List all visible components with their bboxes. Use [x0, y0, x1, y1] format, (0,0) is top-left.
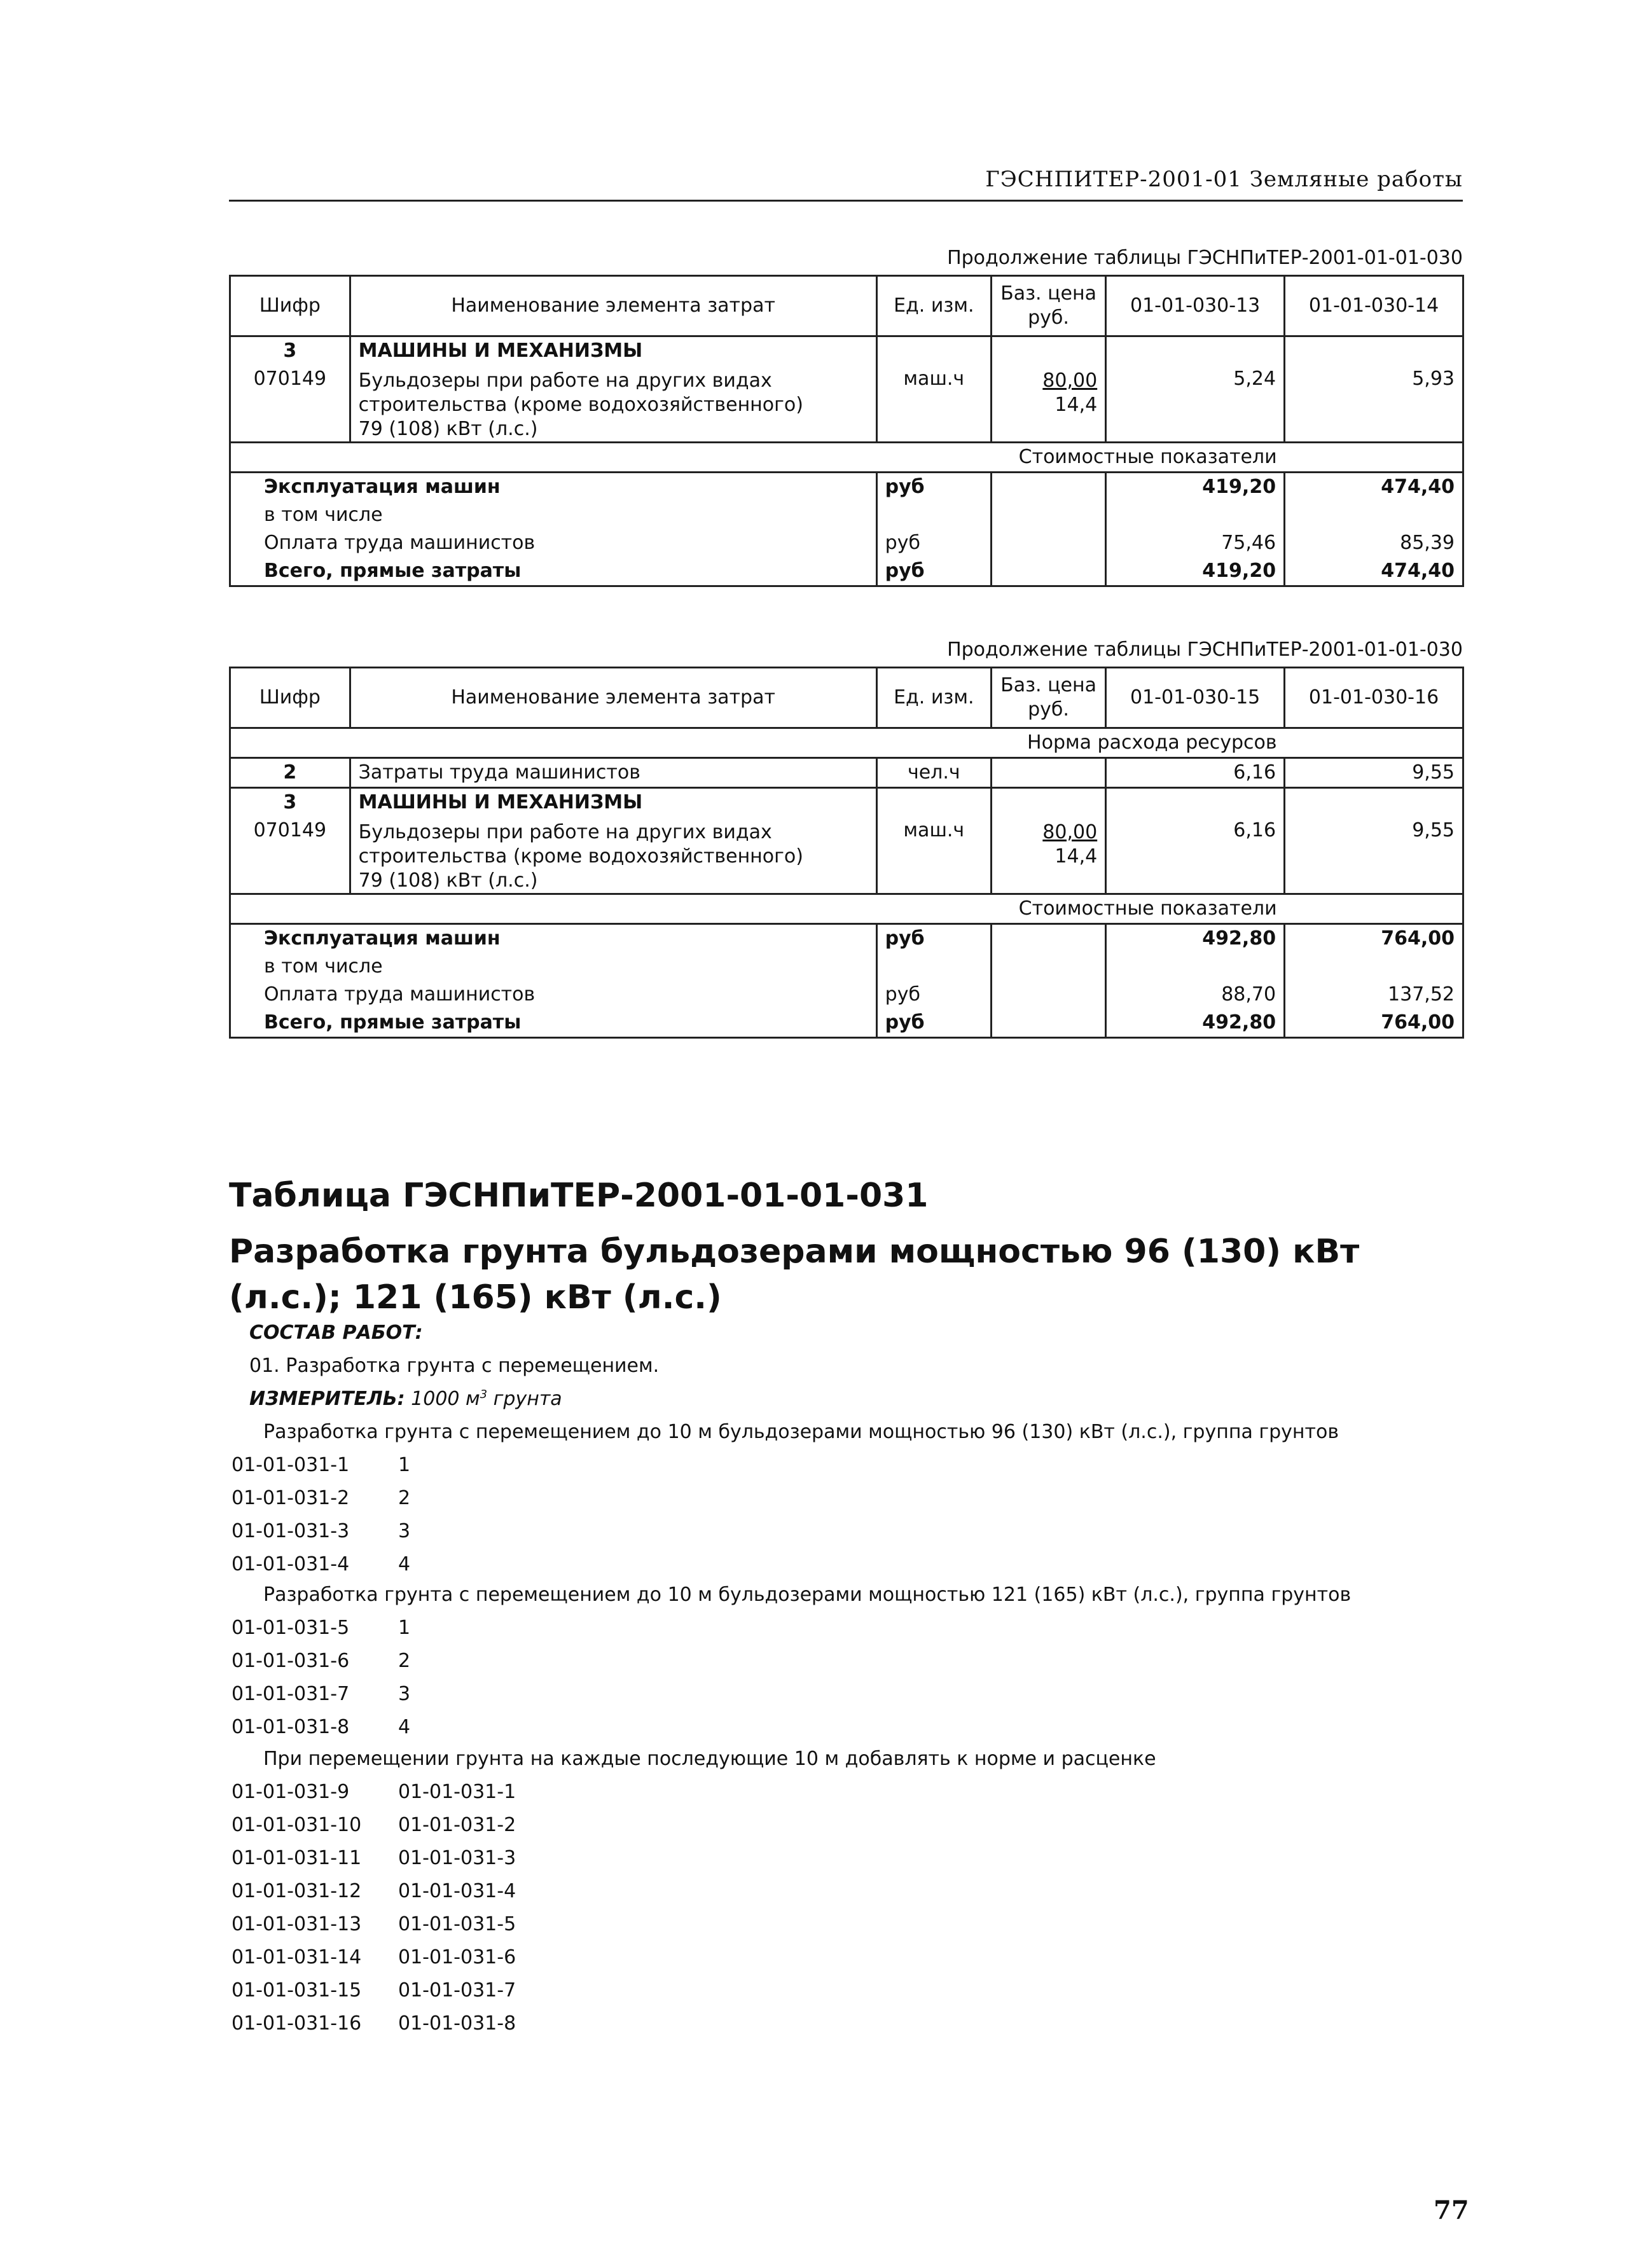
list-item-value: 3 [398, 1520, 411, 1542]
norm-header: Норма расхода ресурсов [230, 728, 1285, 758]
row-price: 80,00 14,4 [991, 817, 1105, 894]
list-item-code: 01-01-031-12 [232, 1880, 362, 1902]
meter-label: ИЗМЕРИТЕЛЬ: [249, 1388, 405, 1410]
page-number: 77 [1434, 2195, 1469, 2225]
group3-title: При перемещении грунта на каждые последующие 10 м добавлять к норме и расценке [263, 1748, 1156, 1770]
row-v1: 6,16 [1106, 817, 1285, 894]
col-unit-header: Ед. изм. [876, 668, 991, 728]
list-item-value: 3 [398, 1683, 411, 1705]
table-row [230, 817, 1463, 894]
list-item-value: 1 [398, 1617, 411, 1639]
meter-line [249, 1388, 562, 1410]
list-item-value: 01-01-031-4 [398, 1880, 516, 1902]
list-item-value: 01-01-031-2 [398, 1814, 516, 1836]
total-v1: 419,20 [1106, 557, 1285, 586]
list-item-code: 01-01-031-16 [232, 2012, 362, 2035]
pay-unit: руб [876, 529, 991, 557]
incl-label: в том числе [230, 953, 877, 981]
table-row [230, 924, 1463, 953]
list-item-code: 01-01-031-3 [232, 1520, 350, 1542]
resource-table-1 [229, 275, 1464, 587]
row-name: МАШИНЫ И МЕХАНИЗМЫ [350, 788, 876, 817]
list-item-value: 4 [398, 1553, 411, 1575]
row-v2: 9,55 [1285, 758, 1463, 788]
row-code: 070149 [230, 817, 350, 894]
group2-title: Разработка грунта с перемещением до 10 м бульдозерами мощностью 121 (165) кВт (л.с.), группа грунтов [263, 1584, 1352, 1606]
incl-label: в том числе [230, 501, 877, 529]
col-v1-header: 01-01-030-13 [1106, 276, 1285, 336]
list-item-value: 01-01-031-3 [398, 1847, 516, 1869]
pay-label: Оплата труда машинистов [230, 981, 877, 1009]
pay-v2: 85,39 [1285, 529, 1463, 557]
table1-continuation: Продолжение таблицы ГЭСНПиТЕР-2001-01-01-030 [947, 247, 1463, 269]
pay-v2: 137,52 [1285, 981, 1463, 1009]
total-label: Всего, прямые затраты [230, 1009, 877, 1038]
row-price: 80,00 14,4 [991, 365, 1105, 443]
op-unit: руб [876, 473, 991, 502]
total-v2: 764,00 [1285, 1009, 1463, 1038]
row-code: 3 [230, 788, 350, 817]
row-code: 070149 [230, 365, 350, 443]
table-row [230, 953, 1463, 981]
meter-tail: грунта [487, 1388, 562, 1410]
pay-v1: 75,46 [1106, 529, 1285, 557]
row-v2: 5,93 [1285, 365, 1463, 443]
op-v1: 492,80 [1106, 924, 1285, 953]
table-row [230, 788, 1463, 817]
table-row [230, 473, 1463, 502]
total-unit: руб [876, 1009, 991, 1038]
list-item-value: 01-01-031-1 [398, 1781, 516, 1803]
table-row [230, 557, 1463, 586]
list-item-code: 01-01-031-10 [232, 1814, 362, 1836]
list-item-code: 01-01-031-1 [232, 1454, 350, 1476]
table-header-row [230, 276, 1463, 336]
table2-continuation: Продолжение таблицы ГЭСНПиТЕР-2001-01-01-030 [947, 639, 1463, 661]
pay-unit: руб [876, 981, 991, 1009]
table-row [230, 501, 1463, 529]
row-name: Бульдозеры при работе на других видах строительства (кроме водохозяйственного) 79 (108) кВт (л.с.) [350, 817, 876, 894]
table-row [230, 758, 1463, 788]
list-item-code: 01-01-031-2 [232, 1487, 350, 1509]
col-v2-header: 01-01-030-14 [1285, 276, 1463, 336]
table-row [230, 728, 1463, 758]
cost-header: Стоимостные показатели [230, 443, 1285, 473]
table-row [230, 529, 1463, 557]
table-row [230, 981, 1463, 1009]
list-item-code: 01-01-031-14 [232, 1946, 362, 1968]
table-row [230, 365, 1463, 443]
running-header [229, 167, 1463, 202]
table-row [230, 336, 1463, 366]
op-label: Эксплуатация машин [230, 924, 877, 953]
op-unit: руб [876, 924, 991, 953]
running-header-text: ГЭСНПИТЕР-2001-01 Земляные работы [985, 167, 1463, 192]
section-subtitle: Разработка грунта бульдозерами мощностью 96 (130) кВт (л.с.); 121 (165) кВт (л.с.) [229, 1233, 1360, 1317]
list-item-code: 01-01-031-15 [232, 1979, 362, 2002]
list-item-code: 01-01-031-7 [232, 1683, 350, 1705]
list-item-value: 01-01-031-8 [398, 2012, 516, 2035]
col-v2-header: 01-01-030-16 [1285, 668, 1463, 728]
table-row [230, 1009, 1463, 1038]
op-v1: 419,20 [1106, 473, 1285, 502]
list-item-code: 01-01-031-8 [232, 1716, 350, 1738]
col-code-header: Шифр [230, 668, 350, 728]
meter-value: 1000 м [411, 1388, 480, 1410]
list-item-code: 01-01-031-5 [232, 1617, 350, 1639]
cost-header: Стоимостные показатели [230, 894, 1285, 924]
row-unit: чел.ч [876, 758, 991, 788]
list-item-code: 01-01-031-11 [232, 1847, 362, 1869]
row-name: Бульдозеры при работе на других видах строительства (кроме водохозяйственного) 79 (108) кВт (л.с.) [350, 365, 876, 443]
total-unit: руб [876, 557, 991, 586]
col-code-header: Шифр [230, 276, 350, 336]
table-header-row [230, 668, 1463, 728]
row-code: 2 [230, 758, 350, 788]
list-item-value: 01-01-031-7 [398, 1979, 516, 2002]
row-name: МАШИНЫ И МЕХАНИЗМЫ [350, 336, 876, 366]
row-code: 3 [230, 336, 350, 366]
list-item-value: 4 [398, 1716, 411, 1738]
table-row [230, 894, 1463, 924]
list-item-code: 01-01-031-4 [232, 1553, 350, 1575]
total-v1: 492,80 [1106, 1009, 1285, 1038]
table-row [230, 443, 1463, 473]
group1-title: Разработка грунта с перемещением до 10 м бульдозерами мощностью 96 (130) кВт (л.с.), группа грунтов [263, 1421, 1339, 1443]
row-v1: 5,24 [1106, 365, 1285, 443]
pay-v1: 88,70 [1106, 981, 1285, 1009]
list-item-value: 1 [398, 1454, 411, 1476]
col-name-header: Наименование элемента затрат [350, 276, 876, 336]
list-item-code: 01-01-031-9 [232, 1781, 350, 1803]
col-price-header: Баз. цена руб. [991, 276, 1105, 336]
meter-sup: 3 [480, 1388, 488, 1401]
list-item-code: 01-01-031-13 [232, 1913, 362, 1935]
row-name: Затраты труда машинистов [350, 758, 876, 788]
row-v1: 6,16 [1106, 758, 1285, 788]
section-title: Таблица ГЭСНПиТЕР-2001-01-01-031 [229, 1177, 929, 1215]
pay-label: Оплата труда машинистов [230, 529, 877, 557]
row-unit: маш.ч [876, 365, 991, 443]
list-item-value: 01-01-031-5 [398, 1913, 516, 1935]
col-v1-header: 01-01-030-15 [1106, 668, 1285, 728]
total-label: Всего, прямые затраты [230, 557, 877, 586]
list-item-code: 01-01-031-6 [232, 1650, 350, 1672]
works-label: СОСТАВ РАБОТ: [249, 1322, 423, 1344]
op-label: Эксплуатация машин [230, 473, 877, 502]
op-v2: 764,00 [1285, 924, 1463, 953]
row-v2: 9,55 [1285, 817, 1463, 894]
list-item-value: 01-01-031-6 [398, 1946, 516, 1968]
total-v2: 474,40 [1285, 557, 1463, 586]
op-v2: 474,40 [1285, 473, 1463, 502]
resource-table-2 [229, 667, 1464, 1039]
list-item-value: 2 [398, 1487, 411, 1509]
list-item-value: 2 [398, 1650, 411, 1672]
row-unit: маш.ч [876, 817, 991, 894]
col-unit-header: Ед. изм. [876, 276, 991, 336]
works-item: 01. Разработка грунта с перемещением. [249, 1355, 660, 1377]
col-price-header: Баз. цена руб. [991, 668, 1105, 728]
col-name-header: Наименование элемента затрат [350, 668, 876, 728]
